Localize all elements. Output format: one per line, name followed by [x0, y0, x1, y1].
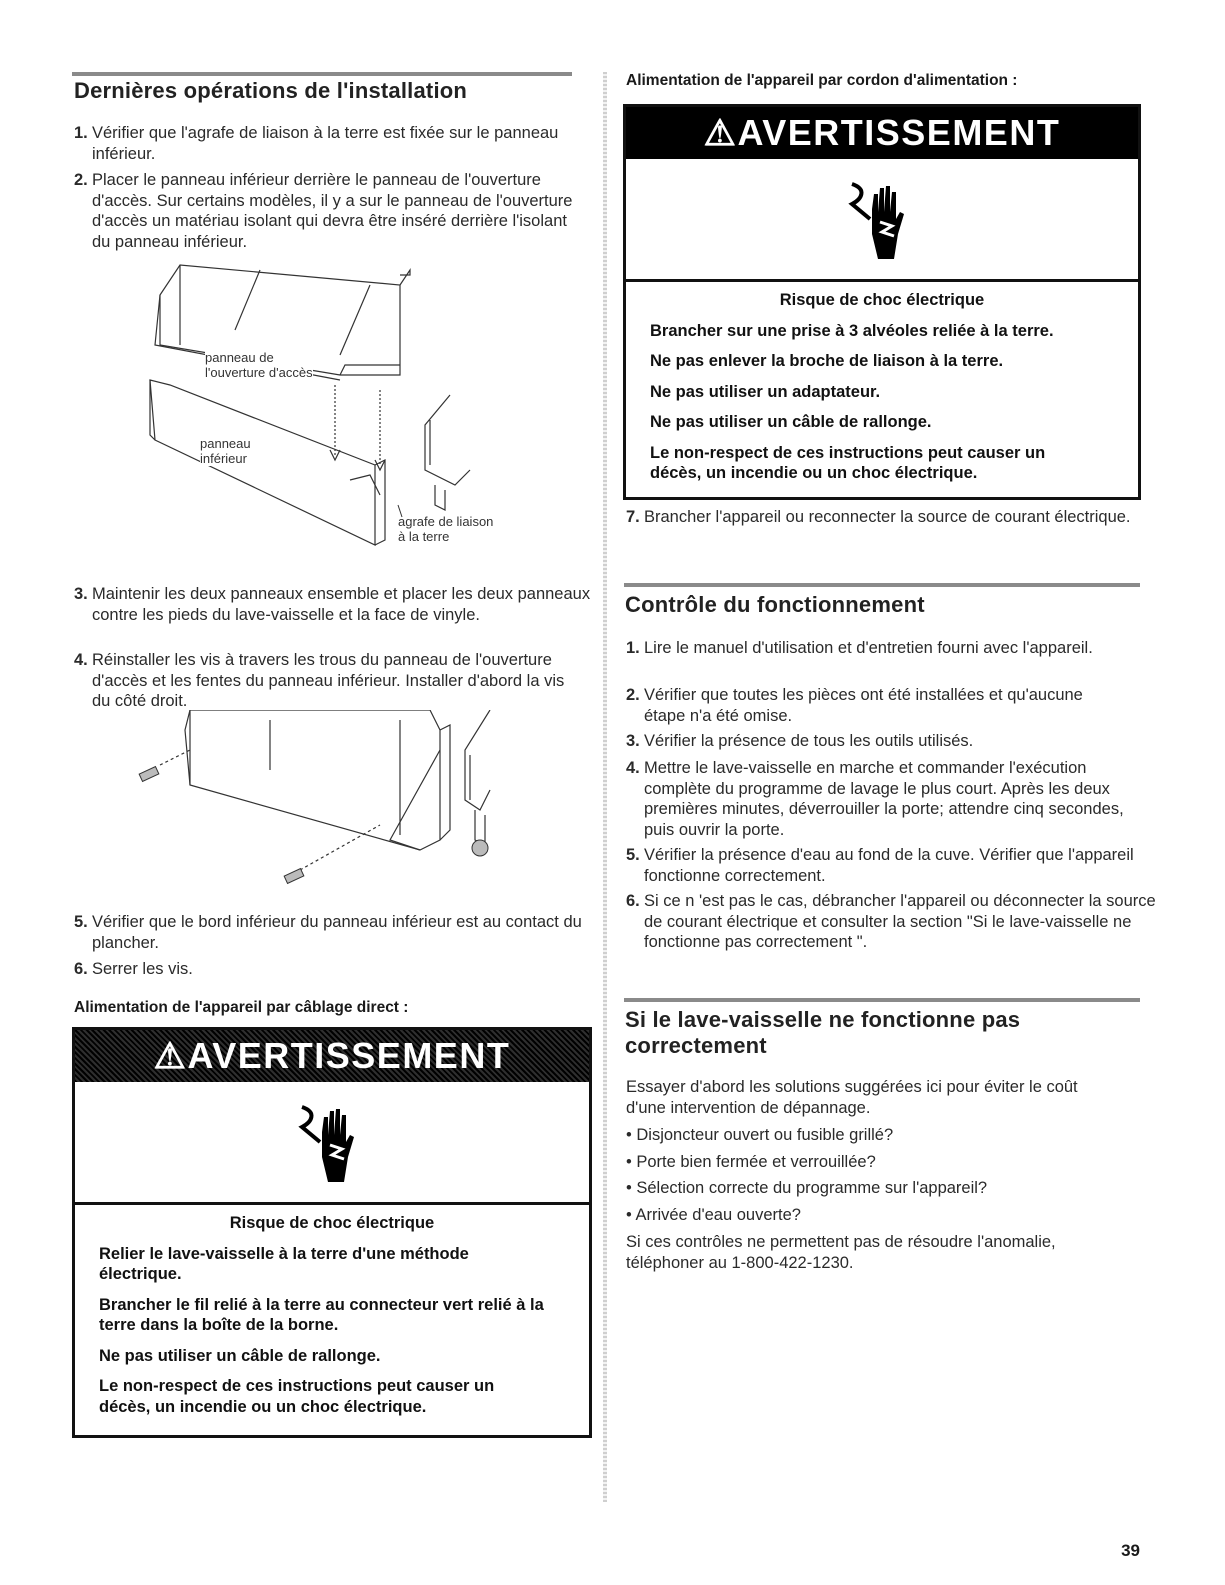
troubleshooting-bullet: • Sélection correcte du programme sur l'appareil? — [626, 1179, 988, 1197]
label-access-panel: panneau de l'ouverture d'accès — [205, 350, 313, 380]
warning-risk: Risque de choc électrique — [229, 1214, 435, 1232]
step-2: 2. Placer le panneau inférieur derrière le panneau de l'ouverture d'accès. Sur certains modèles, il y a sur le panneau de l'ouverture d'accès un matériau isolant qui devra être inséré derrière l'isolant du panneau inférieur. — [74, 171, 573, 251]
controle-step-3: 3. Vérifier la présence de tous les outils utilisés. — [626, 732, 974, 750]
label-lower-panel: panneau inférieur — [200, 436, 251, 466]
warning-line: Le non-respect de ces instructions peut causer un décès, un incendie ou un choc électrique. — [650, 443, 1046, 482]
subhead-power-cord: Alimentation de l'appareil par cordon d'alimentation : — [626, 72, 1018, 89]
electric-shock-hand-icon — [292, 1097, 372, 1187]
step-6: 6. Serrer les vis. — [74, 960, 193, 978]
section-rule — [624, 583, 1140, 587]
step-3: 3. Maintenir les deux panneaux ensemble et placer les deux panneaux contre les pieds du lave-vaisselle et la face de vinyle. — [74, 585, 591, 624]
warning-line: Brancher le fil relié à la terre au connecteur vert relié à la terre dans la boîte de la borne. — [99, 1295, 544, 1334]
panel-installation-figure — [140, 255, 520, 555]
warning-line: Le non-respect de ces instructions peut causer un décès, un incendie ou un choc électrique. — [99, 1377, 495, 1416]
warning-line: Ne pas utiliser un adaptateur. — [650, 382, 881, 401]
warning-line: Relier le lave-vaisselle à la terre d'une méthode électrique. — [99, 1244, 469, 1283]
section-heading-controle: Contrôle du fonctionnement — [625, 592, 925, 617]
controle-step-6: 6. Si ce n 'est pas le cas, débrancher l'appareil ou déconnecter la source de courant électrique et consulter la section "Si le lave-vaisselle ne fonctionne pas correctement ". — [626, 892, 1156, 951]
label-ground-clip: agrafe de liaison à la terre — [398, 514, 494, 544]
warning-line: Ne pas utiliser un câble de rallonge. — [650, 413, 932, 431]
shock-hazard-icon-area — [75, 1082, 589, 1205]
warning-box-power-cord — [623, 104, 1141, 500]
troubleshooting-intro: Essayer d'abord les solutions suggérées ici pour éviter le coût d'une intervention de dépannage. — [626, 1078, 1078, 1117]
warning-line: Brancher sur une prise à 3 alvéoles reliée à la terre. — [650, 321, 1054, 340]
warning-title: ⚠AVERTISSEMENT — [626, 107, 1138, 159]
controle-step-1: 1. Lire le manuel d'utilisation et d'entretien fourni avec l'appareil. — [626, 639, 1093, 657]
step-7: 7. Brancher l'appareil ou reconnecter la source de courant électrique. — [626, 508, 1131, 526]
warning-risk: Risque de choc électrique — [779, 291, 985, 309]
subhead-direct-wiring: Alimentation de l'appareil par câblage direct : — [74, 999, 409, 1016]
shock-hazard-icon-area — [626, 159, 1138, 282]
controle-step-4: 4. Mettre le lave-vaisselle en marche et commander l'exécution complète du programme de lavage le plus court. Après les deux premières minutes, déverrouiller la porte; attendre cinq secondes, puis ouvrir la porte. — [626, 759, 1124, 839]
warning-box-direct-wiring — [72, 1027, 592, 1438]
troubleshooting-outro: Si ces contrôles ne permettent pas de résoudre l'anomalie, téléphoner au 1-800-422-1230. — [626, 1233, 1056, 1272]
step-1: 1. Vérifier que l'agrafe de liaison à la terre est fixée sur le panneau inférieur. — [74, 124, 559, 163]
section-rule — [624, 998, 1140, 1002]
section-heading-troubleshooting: Si le lave-vaisselle ne fonctionne pas correctement — [625, 1007, 1021, 1058]
column-separator — [603, 72, 607, 1502]
troubleshooting-bullet: • Arrivée d'eau ouverte? — [626, 1206, 801, 1224]
warning-line: Ne pas utiliser un câble de rallonge. — [99, 1346, 381, 1365]
section-rule — [72, 72, 572, 76]
controle-step-2: 2. Vérifier que toutes les pièces ont été installées et qu'aucune étape n'a été omise. — [626, 686, 1083, 725]
step-5: 5. Vérifier que le bord inférieur du panneau inférieur est au contact du plancher. — [74, 913, 582, 952]
troubleshooting-bullet: • Disjoncteur ouvert ou fusible grillé? — [626, 1126, 894, 1144]
warning-line: Ne pas enlever la broche de liaison à la terre. — [650, 352, 1004, 370]
step-4: 4. Réinstaller les vis à travers les trous du panneau de l'ouverture d'accès et les fentes du panneau inférieur. Installer d'abord la vis du côté droit. — [74, 651, 565, 710]
warning-title: ⚠AVERTISSEMENT — [75, 1030, 589, 1082]
troubleshooting-bullet: • Porte bien fermée et verrouillée? — [626, 1153, 876, 1171]
screw-installation-figure — [130, 710, 530, 900]
electric-shock-hand-icon — [842, 174, 922, 264]
controle-step-5: 5. Vérifier la présence d'eau au fond de la cuve. Vérifier que l'appareil fonctionne correctement. — [626, 846, 1134, 885]
page-number: 39 — [1121, 1541, 1140, 1560]
section-heading-installation: Dernières opérations de l'installation — [74, 78, 468, 103]
